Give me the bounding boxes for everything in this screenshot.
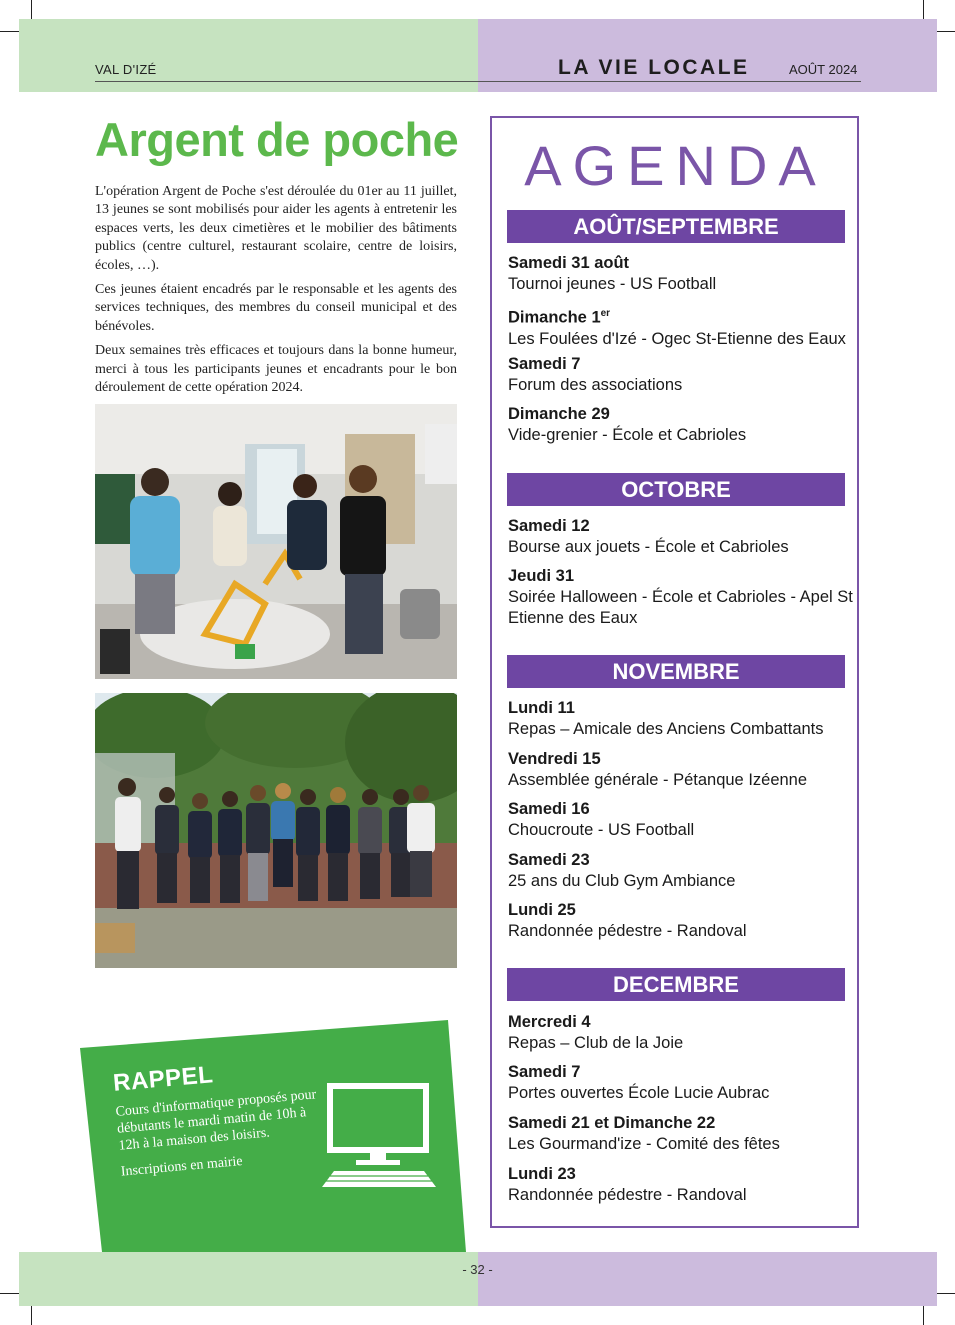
month-header: DECEMBRE bbox=[507, 968, 845, 1001]
event-text: Portes ouvertes École Lucie Aubrac bbox=[508, 1084, 770, 1102]
event-date: Dimanche 29 bbox=[508, 405, 610, 423]
page-number: - 32 - bbox=[462, 1262, 493, 1277]
article-body bbox=[95, 183, 457, 403]
article-paragraph: Deux semaines très efficaces et toujours dans la bonne humeur, merci à tous les participants jeunes et encadrants pour le bon déroulement de cette opération 2024. bbox=[95, 343, 457, 396]
event-text: Randonnée pédestre - Randoval bbox=[508, 1186, 747, 1204]
crop-mark bbox=[936, 1293, 955, 1294]
agenda-event bbox=[508, 253, 853, 295]
agenda-event bbox=[508, 1062, 853, 1104]
event-text: Vide-grenier - École et Cabrioles bbox=[508, 426, 747, 444]
event-date-suffix: er bbox=[600, 308, 611, 319]
article-title: Argent de poche bbox=[95, 113, 459, 166]
agenda-title: AGENDA bbox=[524, 134, 827, 197]
computer-icon bbox=[320, 1083, 438, 1191]
event-date: Jeudi 31 bbox=[508, 567, 575, 585]
rappel-text: Cours d'informatique proposés pour débutants le mardi matin de 10h à 12h à la maison des loisirs. bbox=[115, 1087, 317, 1154]
photo-group-outdoors bbox=[95, 693, 457, 968]
agenda-event bbox=[508, 566, 853, 629]
month-header: NOVEMBRE bbox=[507, 655, 845, 688]
rappel-note: Inscriptions en mairie bbox=[120, 1153, 244, 1180]
event-date: Samedi 23 bbox=[508, 851, 590, 869]
event-date: Samedi 16 bbox=[508, 800, 590, 818]
month-header: OCTOBRE bbox=[507, 473, 845, 506]
agenda-event bbox=[508, 1164, 853, 1206]
event-date: Samedi 7 bbox=[508, 355, 581, 373]
event-text: Soirée Halloween - École et Cabrioles - Apel St Etienne des Eaux bbox=[508, 588, 853, 627]
agenda-event bbox=[508, 698, 853, 740]
article-paragraph: Ces jeunes étaient encadrés par le responsable et les agents des services techniques, des membres du conseil municipal et des bénévoles. bbox=[95, 282, 457, 334]
crop-mark bbox=[923, 0, 924, 19]
crop-mark bbox=[0, 1293, 19, 1294]
agenda-event bbox=[508, 516, 853, 558]
event-date: Mercredi 4 bbox=[508, 1013, 591, 1031]
event-date: Lundi 25 bbox=[508, 901, 576, 919]
month-header: AOÛT/SEPTEMBRE bbox=[507, 210, 845, 243]
footer-band-purple bbox=[478, 1252, 937, 1306]
crop-mark bbox=[31, 0, 32, 19]
event-text: Les Gourmand'ize - Comité des fêtes bbox=[508, 1135, 780, 1153]
crop-mark bbox=[936, 31, 955, 32]
header-issue-date: AOÛT 2024 bbox=[789, 62, 858, 77]
event-text: Les Foulées d'Izé - Ogec St-Etienne des Eaux bbox=[508, 329, 846, 348]
event-date: Lundi 11 bbox=[508, 699, 575, 717]
event-date: Dimanche 1 bbox=[508, 308, 601, 327]
agenda-event bbox=[508, 404, 853, 446]
event-date: Vendredi 15 bbox=[508, 750, 601, 768]
header-rule bbox=[95, 81, 861, 82]
event-date: Samedi 31 août bbox=[508, 254, 630, 272]
header-section-title: LA VIE LOCALE bbox=[558, 56, 750, 79]
event-date: Lundi 23 bbox=[508, 1165, 576, 1183]
rappel-title: RAPPEL bbox=[112, 1061, 215, 1097]
event-date: Samedi 21 et Dimanche 22 bbox=[508, 1114, 716, 1132]
agenda-event bbox=[508, 850, 853, 892]
footer-band-green bbox=[19, 1252, 478, 1306]
event-text: Assemblée générale - Pétanque Izéenne bbox=[508, 771, 808, 789]
event-text: Tournoi jeunes - US Football bbox=[508, 275, 717, 293]
crop-mark bbox=[923, 1306, 924, 1325]
photo-classroom bbox=[95, 404, 457, 679]
crop-mark bbox=[0, 31, 19, 32]
article-paragraph: L'opération Argent de Poche s'est déroulée du 01er au 11 juillet, 13 jeunes se sont mobilisés pour aider les agents à entretenir les espaces verts, les deux cimetières et le mobilier des bâtiments publics (centre culturel, restaurant scolaire, centre de loisirs, écoles, …). bbox=[95, 184, 457, 273]
header-town: VAL D'IZÉ bbox=[95, 62, 157, 77]
event-date: Samedi 12 bbox=[508, 517, 590, 535]
event-text: Bourse aux jouets - École et Cabrioles bbox=[508, 538, 789, 556]
event-text: Randonnée pédestre - Randoval bbox=[508, 922, 747, 940]
agenda-event bbox=[508, 900, 853, 942]
crop-mark bbox=[31, 1306, 32, 1325]
event-text: 25 ans du Club Gym Ambiance bbox=[508, 872, 736, 890]
event-text: Repas – Amicale des Anciens Combattants bbox=[508, 720, 824, 738]
agenda-event bbox=[508, 749, 853, 791]
agenda-event bbox=[508, 354, 853, 396]
agenda-event bbox=[508, 303, 853, 350]
agenda-event bbox=[508, 799, 853, 841]
agenda-event bbox=[508, 1113, 853, 1155]
event-text: Choucroute - US Football bbox=[508, 821, 695, 839]
agenda-event bbox=[508, 1012, 853, 1054]
event-text: Repas – Club de la Joie bbox=[508, 1034, 684, 1052]
event-text: Forum des associations bbox=[508, 376, 683, 394]
event-date: Samedi 7 bbox=[508, 1063, 581, 1081]
